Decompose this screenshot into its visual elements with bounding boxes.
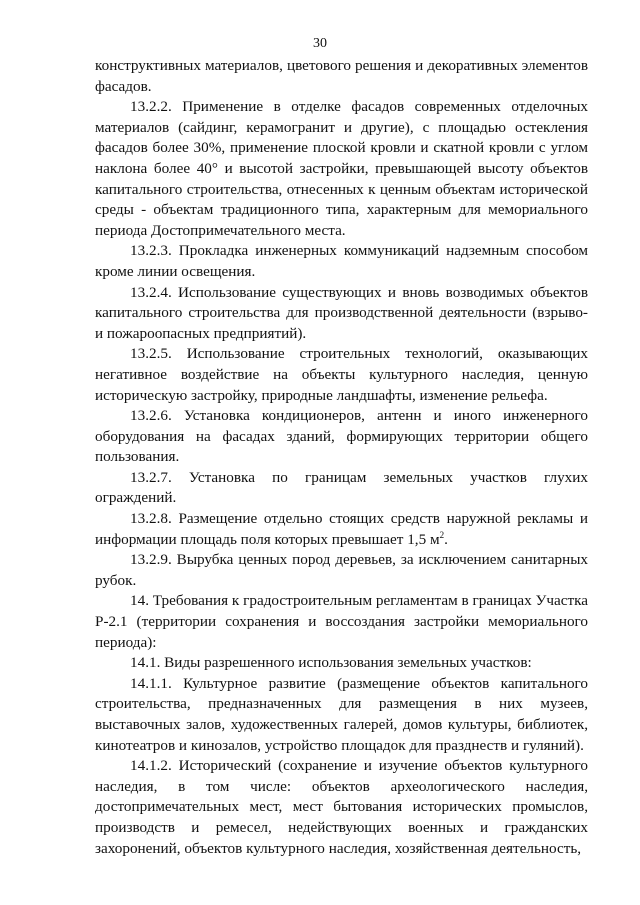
paragraph: 14.1. Виды разрешенного использования земельных участков: <box>130 654 532 672</box>
paragraph: 13.2.6. Установка кондиционеров, антенн и иного инженерного оборудования на фасадах зданий, формирующих территории общего пользования. <box>95 407 588 466</box>
paragraph: 14. Требования к градостроительным регламентам в границах Участка Р-2.1 (территории сохранения и воссоздания застройки мемориального периода): <box>95 592 588 651</box>
paragraph: 14.1.1. Культурное развитие (размещение объектов капитального строительства, предназначенных для размещения в них музеев, выставочных залов, художественных галерей, домов культуры, библиотек, кинотеатров и кинозалов, устройство площадок для празднеств и гуляний). <box>95 674 588 754</box>
paragraph: 13.2.5. Использование строительных технологий, оказывающих негативное воздействие на объекты культурного наследия, ценную историческую застройку, природные ландшафты, изменение рельефа. <box>95 345 588 404</box>
paragraph: 14.1.2. Исторический (сохранение и изучение объектов культурного наследия, в том числе: объектов археологического наследия, достопримечательных мест, мест бытования исторических промыслов, производств и ремесел, недействующих военных и гражданских захоронений, объектов культурного наследия, хозяйственная деятельность, <box>95 757 588 857</box>
document-body <box>95 56 588 859</box>
paragraph: 13.2.4. Использование существующих и вновь возводимых объектов капитального строительства для производственной деятельности (взрыво- и пожароопасных предприятий). <box>95 283 588 342</box>
paragraph: 13.2.2. Применение в отделке фасадов современных отделочных материалов (сайдинг, керамогранит и другие), с площадью остекления фасадов более 30%, применение плоской кровли и скатной кровли с углом наклона более 40° и высотой застройки, превышающей высоту объектов капитального строительства, отнесенных к ценным объектам исторической среды - объектам традиционного типа, характерным для мемориального периода Достопримечательного места. <box>95 98 588 239</box>
paragraph <box>95 509 588 550</box>
paragraph: 13.2.3. Прокладка инженерных коммуникаций надземным способом кроме линии освещения. <box>95 242 588 280</box>
paragraph-text: 13.2.8. Размещение отдельно стоящих средств наружной рекламы и информации площадь поля которых превышает 1,5 м <box>95 510 588 548</box>
paragraph: 13.2.9. Вырубка ценных пород деревьев, за исключением санитарных рубок. <box>95 551 588 589</box>
paragraph: конструктивных материалов, цветового решения и декоративных элементов фасадов. <box>95 57 588 95</box>
superscript: 2 <box>439 529 445 540</box>
page-number: 30 <box>313 36 327 51</box>
paragraph: 13.2.7. Установка по границам земельных участков глухих ограждений. <box>95 468 588 507</box>
paragraph-tail: . <box>444 530 448 548</box>
